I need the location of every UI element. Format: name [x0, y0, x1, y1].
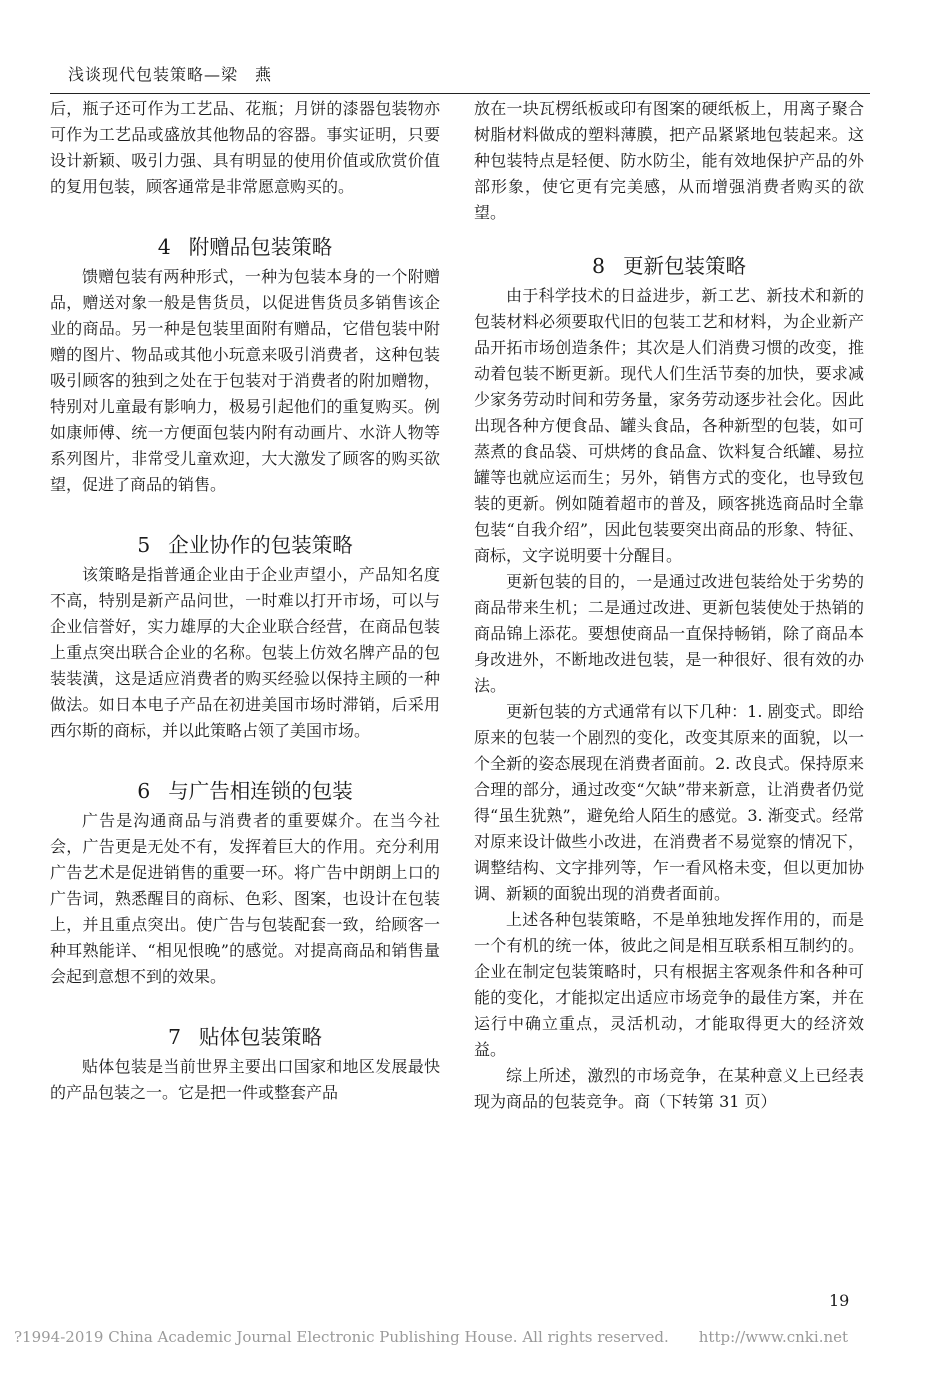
paragraph: 后，瓶子还可作为工艺品、花瓶；月饼的漆器包装物亦可作为工艺品或盛放其他物品的容器。事实证明，只要设计新颖、吸引力强、具有明显的使用价值或欣赏价值的复用包装，顾客通常是非常愿意购买的。: [50, 99, 440, 196]
section-number: 4: [157, 235, 171, 259]
section-heading: [50, 232, 440, 262]
paragraph: 上述各种包装策略，不是单独地发挥作用的，而是一个有机的统一体，彼此之间是相互联系相互制约的。企业在制定包装策略时，只有根据主客观条件和各种可能的变化，才能拟定出适应市场竞争的最佳方案，并在运行中确立重点，灵活机动，才能取得更大的经济效益。: [474, 910, 864, 1059]
section-number: 5: [137, 533, 151, 557]
section-heading: [50, 530, 440, 560]
right-column: [474, 96, 864, 1115]
section-title: 更新包装策略: [623, 254, 747, 278]
paragraph: 综上所述，激烈的市场竞争，在某种意义上已经表现为商品的包装竞争。商（下转第 31 页）: [474, 1066, 864, 1111]
paragraph: 贴体包装是当前世界主要出口国家和地区发展最快的产品包装之一。它是把一件或整套产品: [50, 1057, 440, 1102]
header-rule: [50, 93, 870, 94]
paragraph: 放在一块瓦楞纸板或印有图案的硬纸板上，用离子聚合树脂材料做成的塑料薄膜，把产品紧紧地包装起来。这种包装特点是轻便、防水防尘，能有效地保护产品的外部形象，使它更有完美感，从而增强消费者购买的欲望。: [474, 99, 864, 222]
running-title: 浅谈现代包装策略—梁 燕: [68, 65, 273, 84]
left-column: [50, 96, 440, 1106]
section-title: 附赠品包装策略: [188, 235, 333, 259]
paragraph: 该策略是指普通企业由于企业声望小，产品知名度不高，特别是新产品问世，一时难以打开市场，可以与企业信誉好，实力雄厚的大企业联合经营，在商品包装上重点突出联合企业的名称。包装上仿效名牌产品的包装装潢，这是适应消费者的购买经验以保持主顾的一种做法。如日本电子产品在初进美国市场时滞销，后采用西尔斯的商标，并以此策略占领了美国市场。: [50, 565, 440, 740]
paragraph: 广告是沟通商品与消费者的重要媒介。在当今社会，广告更是无处不有，发挥着巨大的作用。充分利用广告艺术是促进销售的重要一环。将广告中朗朗上口的广告词，熟悉醒目的商标、色彩、图案，也设计在包装上，并且重点突出。使广告与包装配套一致，给顾客一种耳熟能详、“相见恨晚”的感觉。对提高商品和销售量会起到意想不到的效果。: [50, 811, 440, 986]
copyright-notice: ?1994-2019 China Academic Journal Electronic Publishing House. All rights reserved. http://www.cnki.net: [14, 1328, 849, 1346]
section-title: 企业协作的包装策略: [168, 533, 353, 557]
section-heading: [474, 251, 864, 281]
paragraph: 更新包装的目的，一是通过改进包装给处于劣势的商品带来生机；二是通过改进、更新包装使处于热销的商品锦上添花。要想使商品一直保持畅销，除了商品本身改进外，不断地改进包装，是一种很好、很有效的办法。: [474, 572, 864, 695]
section-number: 6: [137, 779, 151, 803]
section-number: 7: [167, 1025, 182, 1049]
paragraph: 更新包装的方式通常有以下几种：1. 剧变式。即给原来的包装一个剧烈的变化，改变其原来的面貌，以一个全新的姿态展现在消费者面前。2. 改良式。保持原来合理的部分，通过改变“欠缺”带来新意，让消费者仍觉得“虽生犹熟”，避免给人陌生的感觉。3. 渐变式。经常对原来设计做些小改进，在消费者不易觉察的情况下，调整结构、文字排列等，乍一看风格未变，但以更加协调、新颖的面貌出现的消费者面前。: [474, 702, 864, 903]
page-number: 19: [829, 1291, 850, 1310]
section-heading: [50, 776, 440, 806]
paragraph: 由于科学技术的日益进步，新工艺、新技术和新的包装材料必须要取代旧的包装工艺和材料，为企业新产品开拓市场创造条件；其次是人们消费习惯的改变，推动着包装不断更新。现代人们生活节奏的加快，要求减少家务劳动时间和劳务量，家务劳动逐步社会化。因此出现各种方便食品、罐头食品，各种新型的包装，如可蒸煮的食品袋、可烘烤的食品盒、饮料复合纸罐、易拉罐等也就应运而生；另外，销售方式的变化，也导致包装的更新。例如随着超市的普及，顾客挑选商品时全靠包装“自我介绍”，因此包装要突出商品的形象、特征、商标，文字说明要十分醒目。: [474, 286, 864, 565]
section-number: 8: [591, 254, 606, 278]
paragraph: 馈赠包装有两种形式，一种为包装本身的一个附赠品，赠送对象一般是售货员，以促进售货员多销售该企业的商品。另一种是包装里面附有赠品，它借包装中附赠的图片、物品或其他小玩意来吸引消费者，这种包装吸引顾客的独到之处在于包装对于消费者的附加赠物，特别对儿童最有影响力，极易引起他们的重复购买。例如康师傅、统一方便面包装内附有动画片、水浒人物等系列图片，非常受儿童欢迎，大大激发了顾客的购买欲望，促进了商品的销售。: [50, 267, 440, 494]
section-title: 贴体包装策略: [199, 1025, 323, 1049]
section-title: 与广告相连锁的包装: [168, 779, 353, 803]
section-heading: [50, 1022, 440, 1052]
